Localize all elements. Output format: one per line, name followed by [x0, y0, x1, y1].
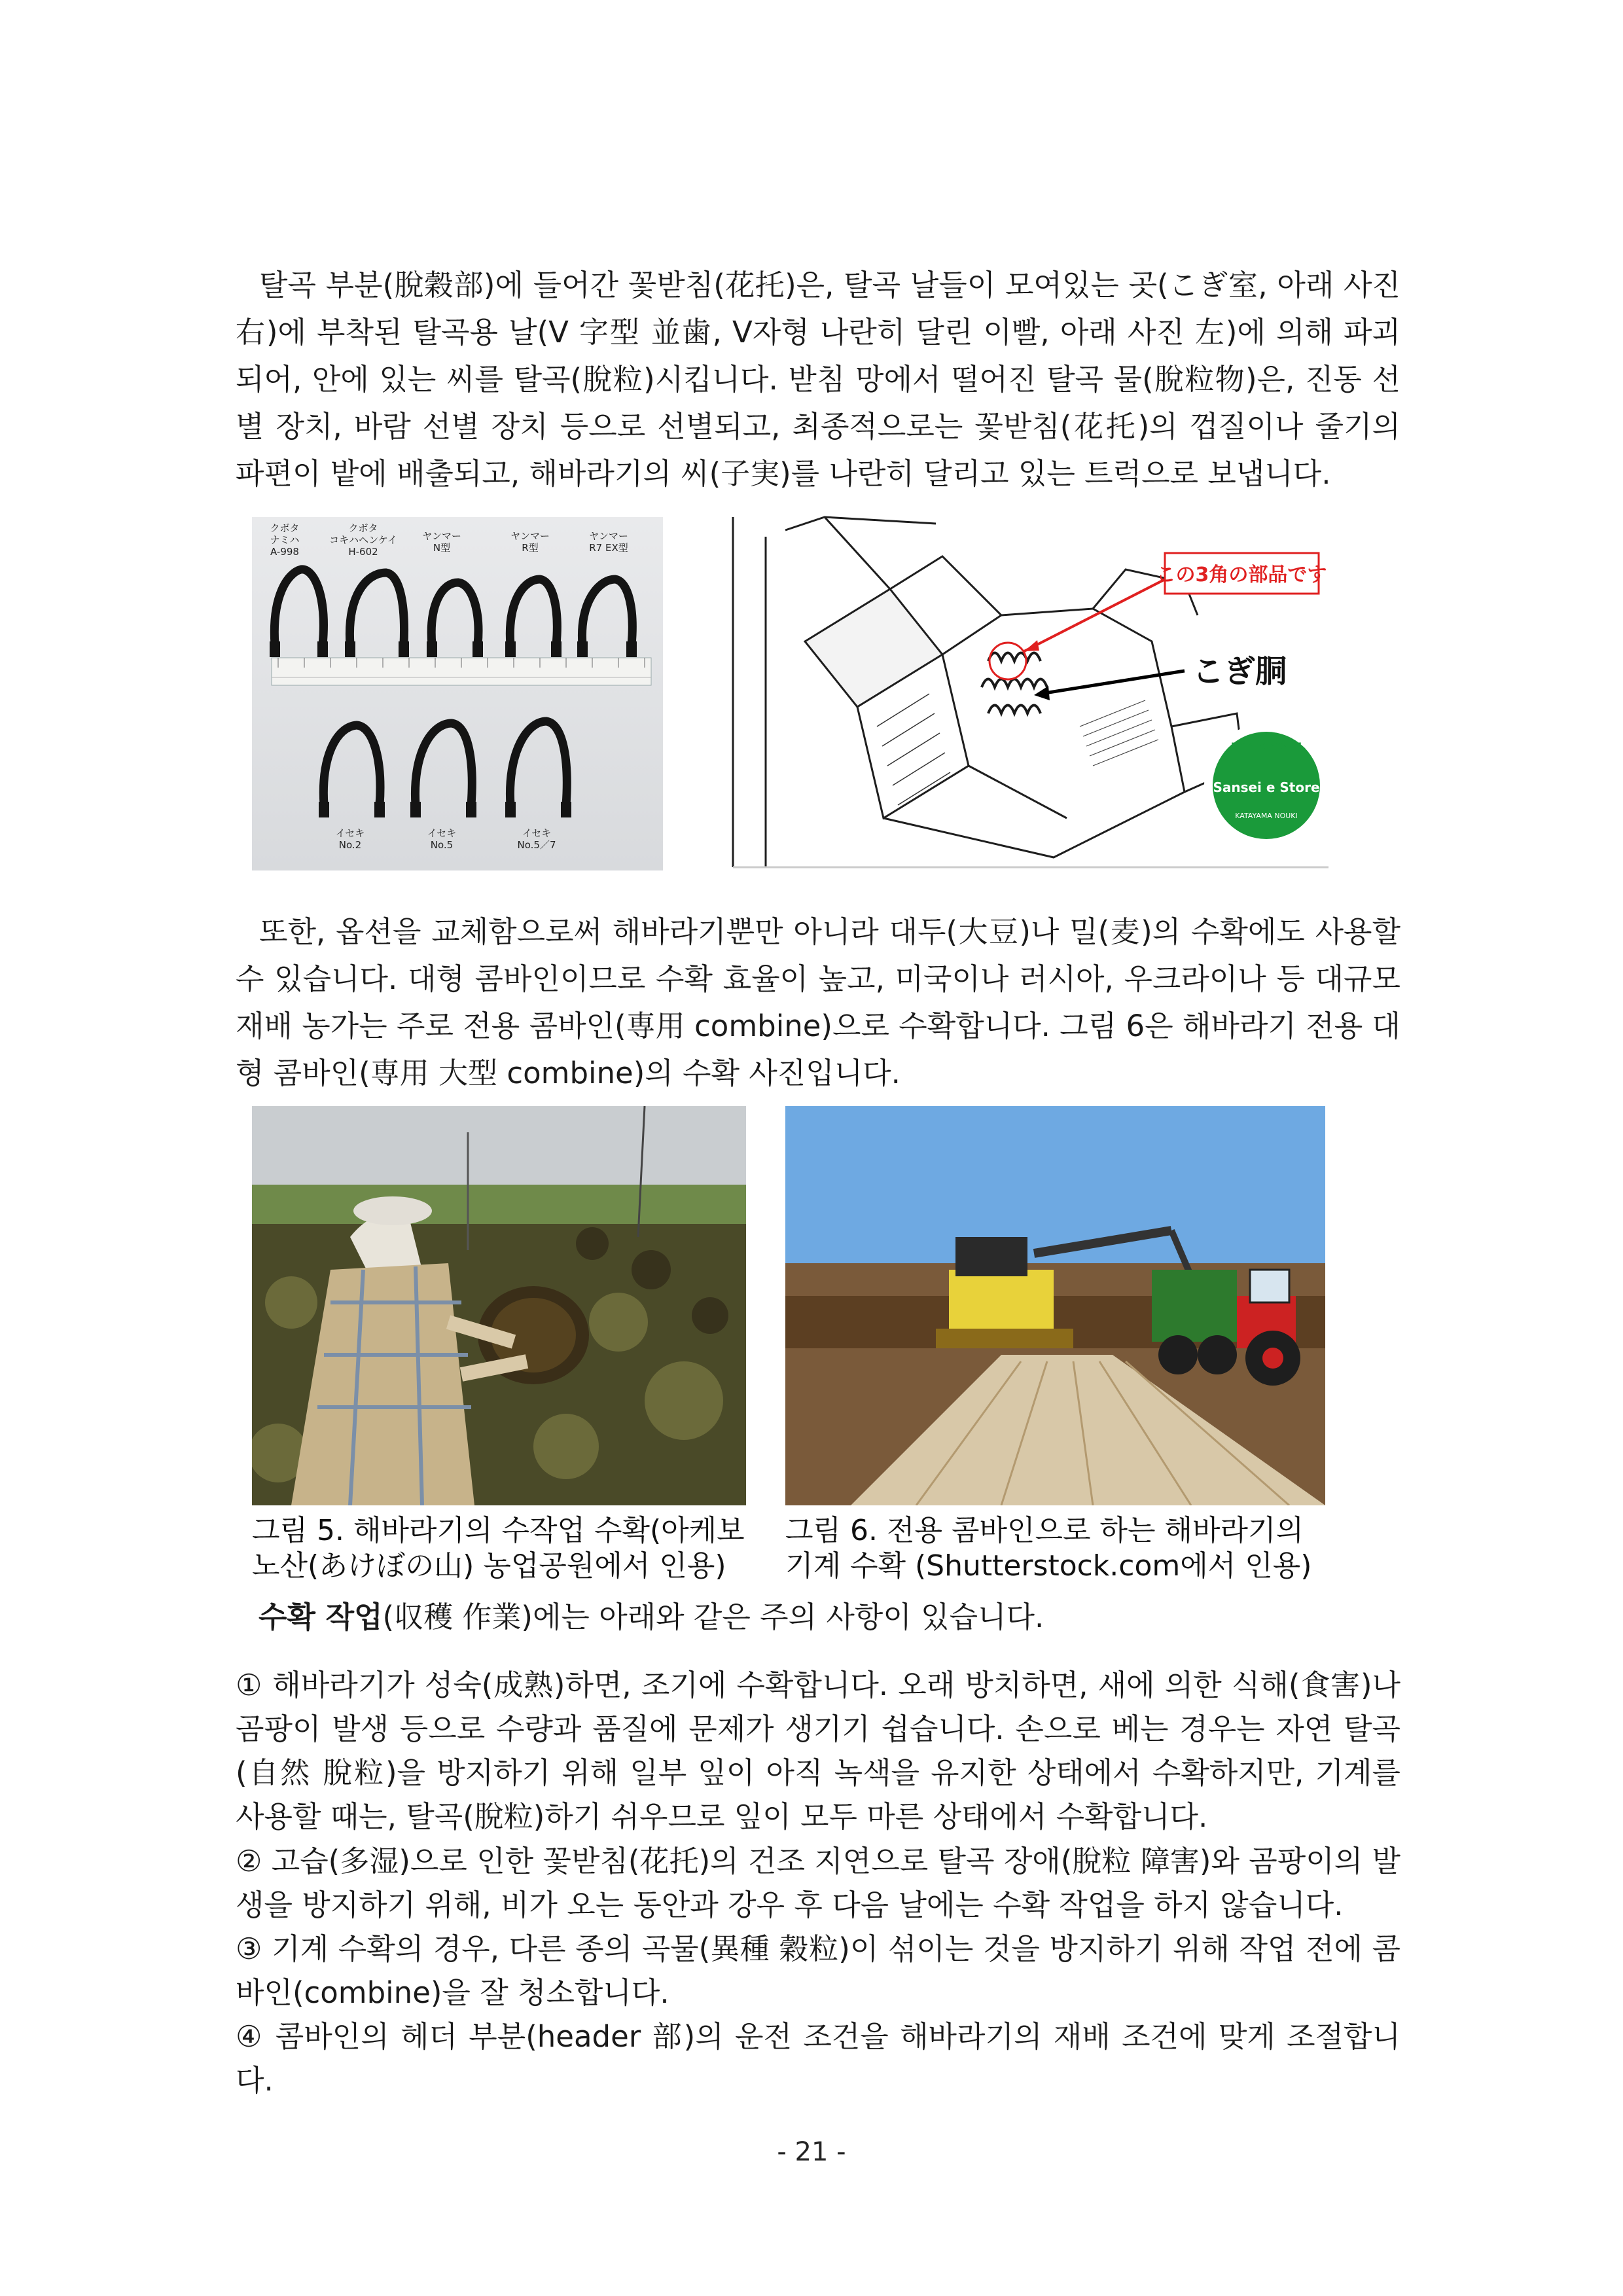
- logo-bottom-text: KATAYAMA NOUKI: [1235, 812, 1298, 820]
- tooth-label-5a: ヤンマー: [589, 530, 628, 542]
- paragraph-combine: 또한, 옵션을 교체함으로써 해바라기뿐만 아니라 대두(大豆)나 밀(麦)의 수확에도 사용할 수 있습니다. 대형 콤바인이므로 수확 효율이 높고, 미국이나 러시아, 우크라이나 등 대규모 재배 농가는 주로 전용 콤바인(専用 combine)으로 수확합니다. 그림 6은 해바라기 전용 대형 콤바인(専用 大型 combine)의 수확 사진입니다.: [236, 914, 1400, 1090]
- paragraph-threshing: 탈곡 부분(脫穀部)에 들어간 꽃받침(花托)은, 탈곡 날들이 모여있는 곳(こぎ室, 아래 사진 右)에 부착된 탈곡용 날(V 字型 並歯, V자형 나란히 달린 이빨, 아래 사진 左)에 의해 파괴되어, 안에 있는 씨를 탈곡(脫粒)시킵니다. 받침 망에서 떨어진 탈곡 물(脫粒物)은, 진동 선별 장치, 바람 선별 장치 등으로 선별되고, 최종적으로는 꽃받침(花托)의 껍질이나 줄기의 파편이 밭에 배출되고, 해바라기의 씨(子実)를 나란히 달리고 있는 트럭으로 보냅니다.: [236, 268, 1400, 491]
- callout-text: この3角の部品です: [1156, 564, 1327, 586]
- tooth-label-5b: R7 EX型: [589, 542, 628, 554]
- tooth-label-7b: No.5: [430, 839, 454, 851]
- figure5-photo: [252, 1106, 746, 1505]
- drum-label: こぎ胴: [1192, 653, 1287, 690]
- tooth-label-8a: イセキ: [522, 827, 552, 839]
- store-logo: [1204, 723, 1329, 848]
- tooth-label-1c: A-998: [270, 546, 299, 558]
- note-1: ① 해바라기가 성숙(成熟)하면, 조기에 수확합니다. 오래 방치하면, 새에 의한 식해(食害)나 곰팡이 발생 등으로 수량과 품질에 문제가 생기기 쉽습니다. 손으로 베는 경우는 자연 탈곡(自然 脫粒)을 방지하기 위해 일부 잎이 아직 녹색을 유지한 상태에서 수확하지만, 기계를 사용할 때는, 탈곡(脫粒)하기 쉬우므로 잎이 모두 마른 상태에서 수확합니다.: [236, 1668, 1400, 1834]
- harvest-intro-rest: (収穫 作業)에는 아래와 같은 주의 사항이 있습니다.: [382, 1600, 1044, 1634]
- tooth-label-1b: ナミハ: [270, 534, 300, 546]
- tooth-label-2a: クボタ: [348, 522, 378, 534]
- page-number: - 21 -: [777, 2137, 846, 2167]
- threshing-drum-diagram: [726, 511, 1329, 874]
- note-2: ② 고습(多湿)으로 인한 꽃받침(花托)의 건조 지연으로 탈곡 장애(脫粒 障害)와 곰팡이의 발생을 방지하기 위해, 비가 오는 동안과 강우 후 다음 날에는 수확 작업을 하지 않습니다.: [236, 1844, 1400, 1922]
- tooth-label-2c: H-602: [348, 546, 378, 558]
- tooth-label-6a: イセキ: [335, 827, 365, 839]
- highlight-circle: [990, 643, 1026, 679]
- threshing-teeth-photo: [252, 517, 663, 870]
- threshing-teeth-graphic: [252, 517, 663, 870]
- tooth-label-2b: コキハヘンケイ: [329, 534, 397, 546]
- note-3: ③ 기계 수확의 경우, 다른 종의 곡물(異種 穀粒)이 섞이는 것을 방지하기 위해 작업 전에 콤바인(combine)을 잘 청소합니다.: [236, 1931, 1400, 2010]
- figure6-photo: [785, 1106, 1325, 1505]
- harvest-intro-bold: 수확 작업: [259, 1600, 383, 1634]
- harvest-intro: [259, 1594, 1400, 1641]
- ruler: [272, 658, 651, 685]
- combine-line-drawing: [726, 511, 1329, 874]
- tooth-label-4b: R型: [522, 542, 539, 554]
- tooth-label-7a: イセキ: [427, 827, 457, 839]
- note-4: ④ 콤바인의 헤더 부분(header 部)의 운전 조건을 해바라기의 재배 조건에 맞게 조절합니다.: [236, 2019, 1400, 2098]
- combine-harvest-scene: [785, 1106, 1325, 1505]
- logo-top-text: KYOTO AYABE: [1230, 742, 1302, 752]
- tooth-label-4a: ヤンマー: [510, 530, 550, 542]
- tooth-label-1a: クボタ: [270, 522, 300, 534]
- hand-harvest-scene: [252, 1106, 746, 1505]
- tooth-label-8b: No.5／7: [517, 839, 556, 851]
- logo-main-text: Sansei e Store: [1213, 780, 1320, 795]
- tooth-label-3a: ヤンマー: [422, 530, 461, 542]
- figure5-caption: 그림 5. 해바라기의 수작업 수확(아케보노산(あけぼの山) 농업공원에서 인용): [252, 1514, 745, 1583]
- figure6-caption: 그림 6. 전용 콤바인으로 하는 해바라기의 기계 수확 (Shutterstock.com에서 인용): [785, 1514, 1312, 1583]
- tooth-label-3b: N型: [433, 542, 451, 554]
- tooth-label-6b: No.2: [338, 839, 362, 851]
